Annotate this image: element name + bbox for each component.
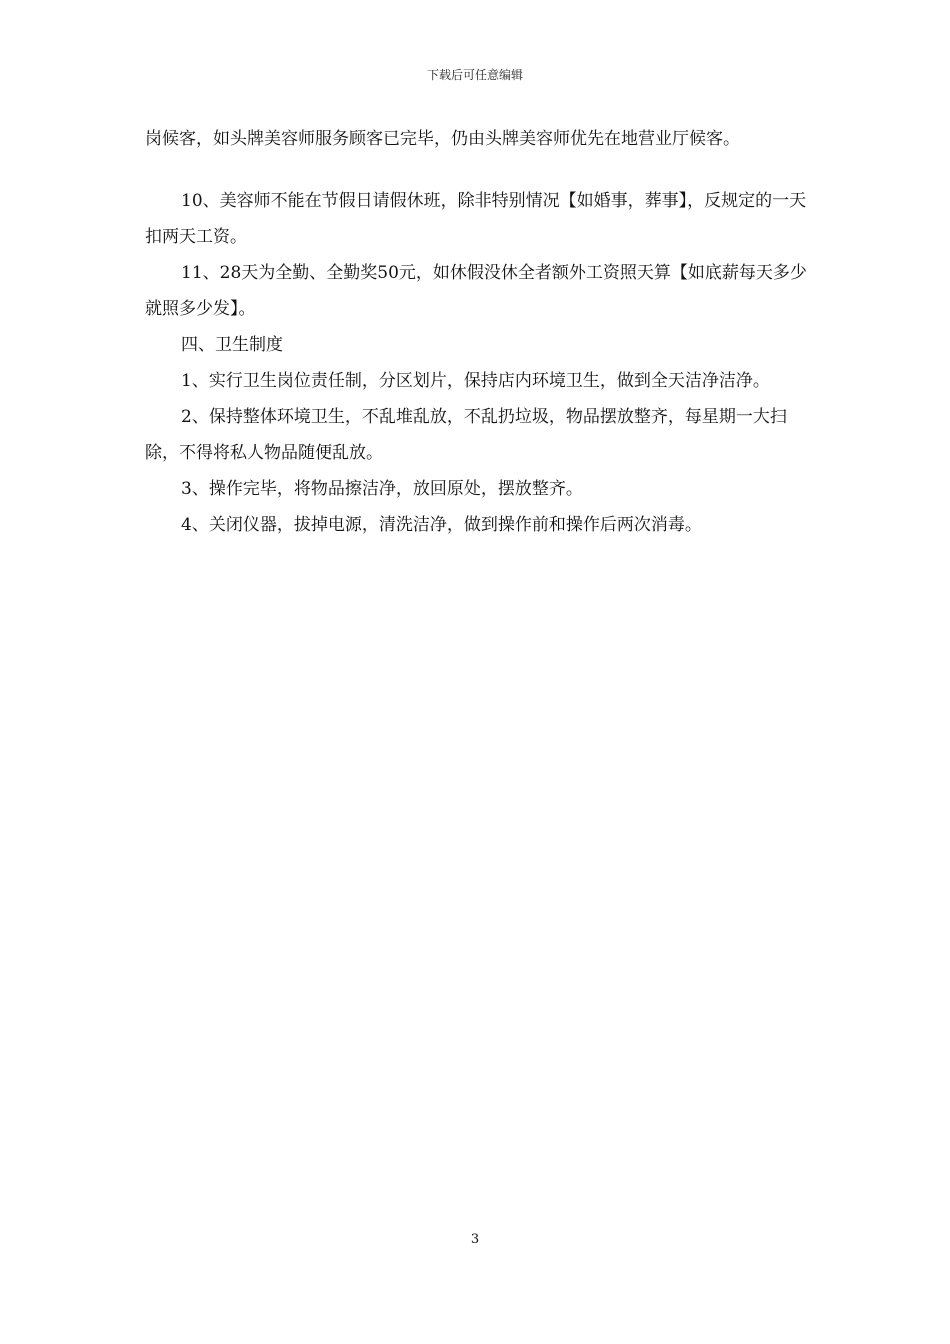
paragraph-hygiene-4: 4、关闭仪器，拔掉电源，清洗洁净，做到操作前和操作后两次消毒。 [181, 515, 702, 535]
page-header: 下载后可任意编辑 [426, 68, 523, 82]
paragraph-continued: 岗候客，如头牌美容师服务顾客已完毕，仍由头牌美容师优先在地营业厅候客。 [145, 129, 740, 149]
section-heading-hygiene: 四、卫生制度 [181, 335, 283, 355]
paragraph-hygiene-3: 3、操作完毕，将物品擦洁净，放回原处，摆放整齐。 [181, 479, 583, 499]
paragraph-hygiene-2: 2、保持整体环境卫生，不乱堆乱放，不乱扔垃圾，物品摆放整齐，每星期一大扫除，不得将私人物品随便乱放。 [145, 407, 787, 463]
paragraph-hygiene-1: 1、实行卫生岗位责任制，分区划片，保持店内环境卫生，做到全天洁净洁净。 [181, 371, 770, 391]
page-number: 3 [470, 1232, 480, 1247]
paragraph-item-11: 11、28天为全勤、全勤奖50元，如休假没休全者额外工资照天算【如底薪每天多少就照多少发】。 [145, 263, 807, 319]
paragraph-item-10: 10、美容师不能在节假日请假休班，除非特别情况【如婚事，葬事】，反规定的一天扣两天工资。 [145, 191, 807, 247]
document-body [145, 121, 815, 543]
